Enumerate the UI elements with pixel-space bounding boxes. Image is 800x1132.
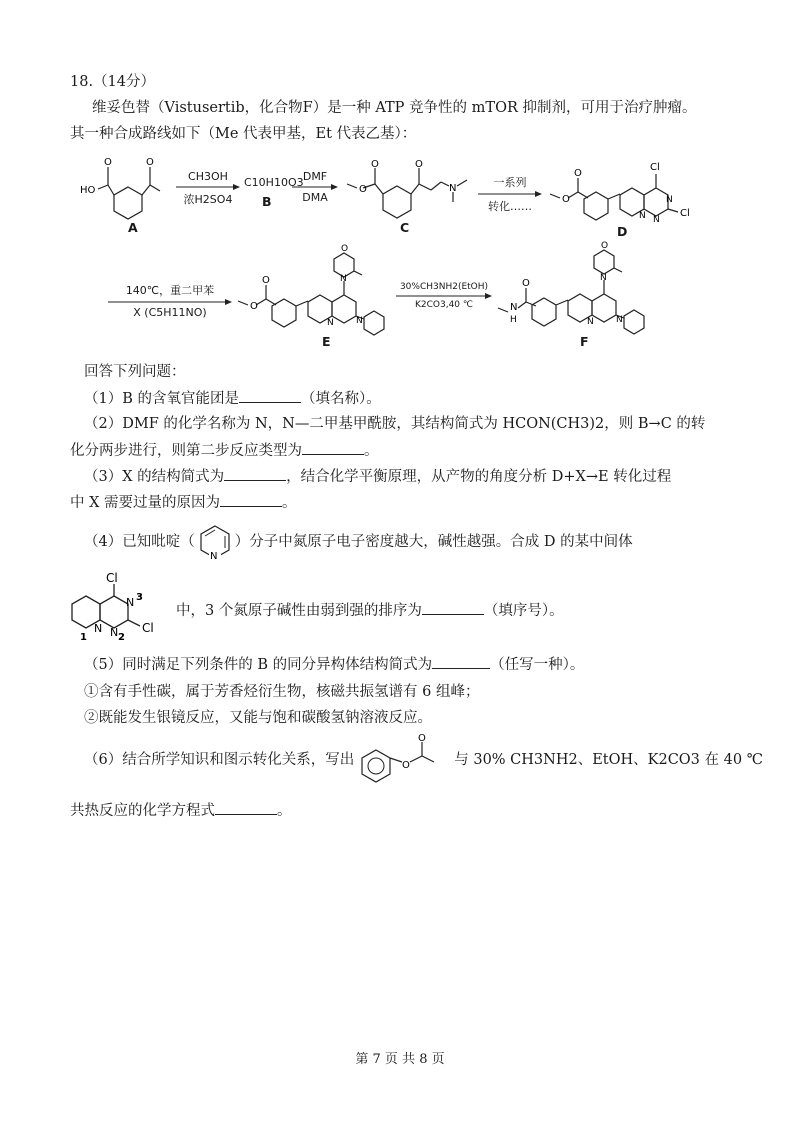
arrow-2-condition: DMA: [302, 191, 328, 204]
reaction-arrow-1: [176, 170, 240, 207]
atom-n: N: [653, 215, 660, 225]
atom-cl: Cl: [650, 162, 660, 173]
q4-text-3: 中，3 个氮原子碱性由弱到强的排序为: [176, 603, 422, 619]
reaction-arrow-3: [478, 174, 542, 214]
atom-o: O: [250, 301, 258, 312]
atom-n: N: [449, 183, 457, 194]
label-b: B: [262, 194, 272, 209]
question-6-line-2: [70, 800, 292, 821]
atom-n: N: [666, 195, 673, 205]
atom-cl: Cl: [142, 621, 154, 635]
q4-text: （4）已知吡啶（: [84, 534, 195, 550]
atom-o: O: [359, 184, 367, 195]
q5-text-end: （任写一种）。: [490, 657, 585, 673]
phenyl-acetate-structure: [356, 734, 452, 778]
atom-n: N: [209, 551, 218, 562]
arrow-5-condition: K2CO3,40 ℃: [414, 300, 473, 310]
question-2-line-2: [70, 440, 379, 461]
reaction-arrow-5: [396, 282, 492, 310]
label-c: C: [400, 220, 410, 235]
atom-n: N: [327, 318, 334, 328]
question-5-line: [84, 654, 584, 675]
q5-condition-1: ①含有手性碳，属于芳香烃衍生物，核磁共振氢谱有 6 组峰；: [84, 684, 480, 700]
arrow-3-condition: 转化……: [488, 200, 532, 213]
n3-label: 3: [136, 592, 143, 603]
label-e: E: [322, 334, 331, 349]
atom-o: O: [562, 194, 570, 205]
atom-o: O: [574, 168, 582, 179]
reaction-arrow-4: [108, 282, 232, 319]
question-header: [70, 72, 155, 92]
atom-ho: HO: [80, 185, 96, 196]
q6-text: （6）结合所学知识和图示转化关系，写出: [84, 752, 355, 768]
arrow-5-reagent: 30%CH3NH2(EtOH): [399, 282, 489, 292]
arrow-2-reagent: DMF: [302, 170, 328, 183]
q1-text-end: （填名称）。: [301, 391, 381, 407]
arrow-1-condition: 浓H2SO4: [183, 193, 233, 206]
n1-label: 1: [80, 632, 87, 643]
atom-n: N: [616, 315, 623, 325]
answer-prompt: 回答下列问题：: [84, 364, 186, 380]
atom-n: N: [340, 274, 347, 284]
q6-answer-blank[interactable]: [215, 800, 277, 815]
atom-o: O: [146, 157, 154, 168]
q2-text: 化分两步进行，则第二步反应类型为: [70, 443, 302, 459]
intermediate-structure: [66, 572, 170, 642]
arrow-3-reagent: 一系列: [493, 176, 527, 189]
compound-a-structure: [80, 155, 160, 225]
q1-answer-blank[interactable]: [239, 388, 301, 403]
atom-o: O: [415, 159, 423, 170]
q2-answer-blank[interactable]: [302, 440, 364, 455]
q3-text: （3）X 的结构简式为: [84, 469, 225, 485]
arrow-1-reagent: CH3OH: [188, 170, 228, 183]
atom-o: O: [601, 241, 609, 251]
compound-d-structure: [548, 152, 698, 224]
atom-h: H: [510, 315, 517, 325]
atom-n: N: [110, 626, 119, 639]
question-1: [84, 388, 381, 409]
q6-text-end: 。: [277, 803, 292, 819]
atom-o: O: [262, 275, 270, 286]
reaction-arrow-2: [292, 170, 338, 204]
atom-n: N: [356, 316, 363, 326]
compound-c-structure: [345, 158, 475, 220]
q6-text-3: 共热反应的化学方程式: [70, 803, 215, 819]
q3-answer-blank-1[interactable]: [224, 466, 286, 481]
q3-text-end: 。: [282, 495, 297, 511]
q4-text-end: （填序号）。: [483, 603, 564, 619]
atom-o: O: [104, 157, 112, 168]
atom-n: N: [639, 211, 646, 221]
atom-o: O: [402, 760, 411, 771]
intro-line-2: 其一种合成路线如下（Me 代表甲基，Et 代表乙基）：: [70, 126, 417, 142]
compound-b-formula: C10H10O3: [244, 176, 304, 189]
arrow-4-condition: X (C5H11NO): [133, 306, 207, 319]
q5-answer-blank[interactable]: [432, 654, 490, 669]
q3-text-mid: ，结合化学平衡原理，从产物的角度分析 D+X→E 转化过程: [286, 469, 672, 485]
atom-o: O: [522, 278, 530, 289]
q3-text-2: 中 X 需要过量的原因为: [70, 495, 221, 511]
label-f: F: [580, 334, 589, 349]
q2-text-end: 。: [364, 443, 379, 459]
q1-text: （1）B 的含氧官能团是: [84, 391, 239, 407]
question-4-line-1: [84, 532, 633, 562]
atom-n: N: [94, 622, 103, 635]
question-4-line-2: [176, 600, 564, 621]
atom-cl: Cl: [680, 208, 690, 219]
n2-label: 2: [118, 632, 125, 643]
question-number: 18.: [70, 74, 94, 90]
question-3-line-1: [84, 466, 671, 487]
q3-answer-blank-2[interactable]: [220, 492, 282, 507]
atom-o: O: [341, 244, 349, 254]
atom-o: O: [371, 159, 379, 170]
q4-text-2: ）分子中氮原子电子密度越大，碱性越强。合成 D 的某中间体: [234, 534, 633, 550]
question-points: （14分）: [93, 74, 156, 90]
atom-n: N: [587, 317, 594, 327]
question-3-line-2: [70, 492, 297, 513]
atom-o: O: [418, 733, 427, 744]
atom-n: N: [510, 302, 518, 313]
arrow-4-reagent: 140℃，重二甲苯: [125, 284, 215, 297]
label-a: A: [128, 220, 138, 235]
atom-n: N: [600, 273, 607, 283]
compound-f-structure: [496, 240, 656, 336]
pyridine-structure: [195, 524, 235, 560]
q6-text-2: 与 30% CH3NH2、EtOH、K2CO3 在 40 ℃: [454, 752, 763, 768]
atom-cl: Cl: [106, 571, 118, 585]
q5-condition-2: ②既能发生银镜反应，又能与饱和碳酸氢钠溶液反应。: [84, 710, 432, 726]
compound-e-structure: [236, 245, 386, 335]
label-d: D: [617, 224, 628, 239]
q4-answer-blank[interactable]: [422, 600, 484, 615]
intro-line-1: 维妥色替（Vistusertib，化合物F）是一种 ATP 竞争性的 mTOR 抑制剂，可用于治疗肿瘤。: [92, 100, 697, 116]
question-6-line-1: [84, 733, 763, 771]
page-footer: 第 7 页 共 8 页: [355, 1052, 445, 1067]
question-2-line-1: （2）DMF 的化学名称为 N，N—二甲基甲酰胺，其结构简式为 HCON(CH3)2，则 B→C 的转: [84, 416, 706, 432]
q5-text: （5）同时满足下列条件的 B 的同分异构体结构简式为: [84, 657, 433, 673]
atom-n: N: [126, 596, 135, 609]
